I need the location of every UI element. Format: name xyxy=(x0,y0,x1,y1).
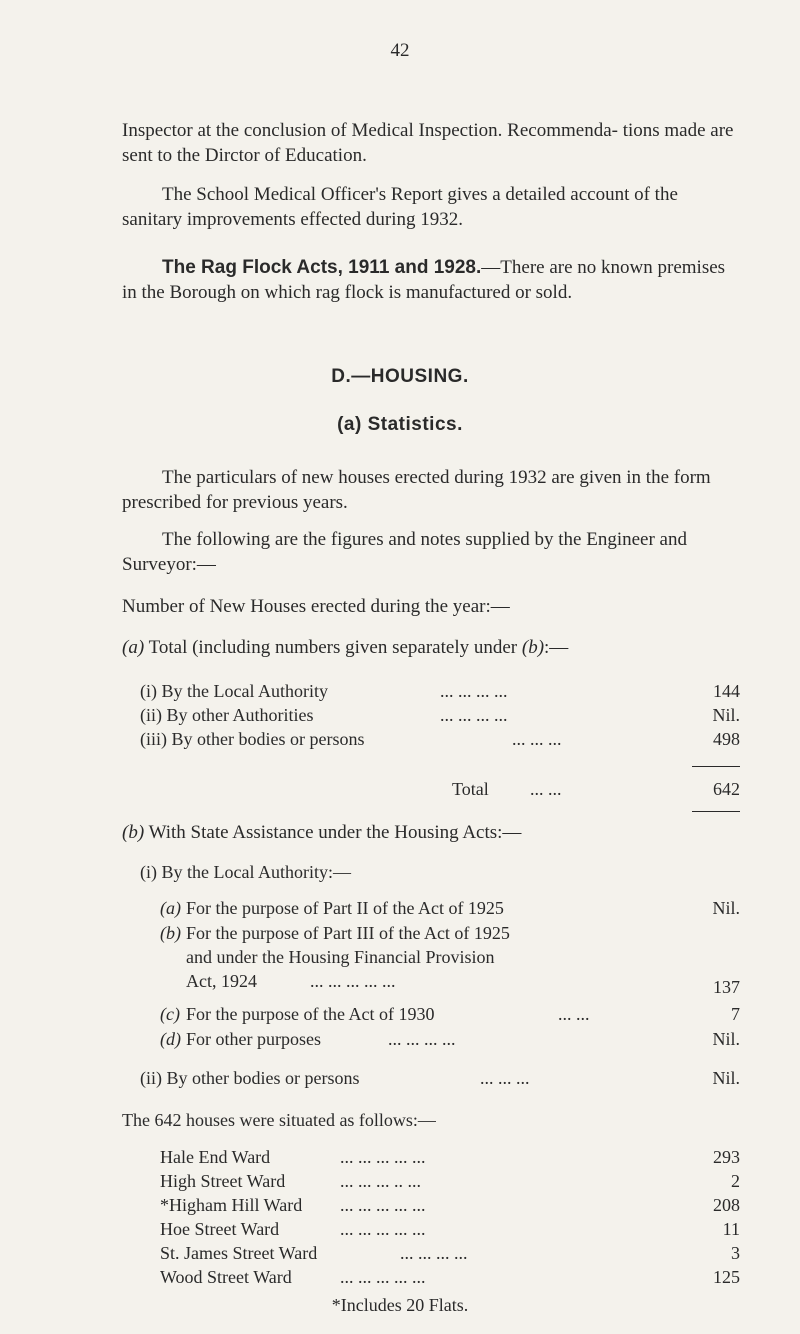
part-b-item-a xyxy=(160,896,740,920)
ward-row xyxy=(160,1193,740,1217)
row-label: (ii) By other Authorities xyxy=(140,705,314,725)
part-a-total-row xyxy=(140,777,740,801)
ward-value: 3 xyxy=(731,1243,740,1263)
row-label: (i) By the Local Authority xyxy=(140,681,328,701)
item-letter: (a) xyxy=(160,898,181,918)
leader-dots: ... ... ... ... ... xyxy=(310,971,396,991)
leader-dots: ... ... ... ... ... xyxy=(340,1195,426,1215)
ward-name: St. James Street Ward xyxy=(160,1243,318,1263)
section-heading-housing: D.—HOUSING. xyxy=(331,366,469,387)
ward-value: 125 xyxy=(713,1267,740,1287)
ward-value: 208 xyxy=(713,1195,740,1215)
part-a-ref: (b) xyxy=(521,637,545,658)
leader-dots: ... ... ... xyxy=(480,1068,530,1088)
item-line: Act, 1924 xyxy=(186,971,257,991)
total-value: 642 xyxy=(713,779,740,799)
item-value: 7 xyxy=(731,1004,740,1024)
item-value: Nil. xyxy=(712,1029,740,1049)
paragraph-sanitary: The School Medical Officer's Report gives a detailed account of the sanitary improvements effected during 1932. xyxy=(122,184,678,230)
ward-row xyxy=(160,1169,740,1193)
item-line: For other purposes xyxy=(186,1029,321,1049)
part-a-row-other-bodies xyxy=(140,727,740,751)
part-b-item-b xyxy=(160,921,740,945)
paragraph-inspection: Inspector at the conclusion of Medical Inspection. Recommenda- tions made are sent to the Dirctor of Education. xyxy=(122,120,734,166)
ward-row xyxy=(160,1241,740,1265)
row-value: 144 xyxy=(713,681,740,701)
part-a-heading xyxy=(122,637,568,659)
part-b-letter: (b) xyxy=(122,822,145,843)
total-rule-bottom xyxy=(692,811,740,812)
row-label: (ii) By other bodies or persons xyxy=(140,1068,360,1088)
leader-dots: ... ... ... ... xyxy=(388,1029,456,1049)
subheading-statistics: (a) Statistics. xyxy=(337,414,463,435)
paragraph-rag-flock xyxy=(122,255,742,305)
ward-row xyxy=(160,1217,740,1241)
row-value: 498 xyxy=(713,729,740,749)
paragraph-particulars: The particulars of new houses erected during 1932 are given in the form prescribed for previous years. xyxy=(122,467,711,513)
part-a-label: Total (including numbers given separately under xyxy=(148,637,518,658)
ward-value: 293 xyxy=(713,1147,740,1167)
ward-row xyxy=(160,1265,740,1289)
leader-dots: ... ... ... ... ... xyxy=(340,1147,426,1167)
part-b-label: With State Assistance under the Housing Acts:— xyxy=(148,822,522,843)
number-heading: Number of New Houses erected during the year:— xyxy=(122,596,510,617)
ward-name: Hoe Street Ward xyxy=(160,1219,280,1239)
rag-flock-heading: The Rag Flock Acts, 1911 and 1928. xyxy=(162,257,482,278)
part-b-heading xyxy=(122,822,521,844)
part-b-item-b-line2 xyxy=(160,945,740,969)
paragraph-engineer: The following are the figures and notes supplied by the Engineer and Surveyor:— xyxy=(122,529,687,575)
item-value: 137 xyxy=(713,977,740,997)
leader-dots: ... ... ... xyxy=(512,729,562,749)
item-letter: (b) xyxy=(160,923,181,943)
row-value: Nil. xyxy=(712,705,740,725)
part-b-item-b-line3 xyxy=(160,969,740,997)
wards-intro: The 642 houses were situated as follows:— xyxy=(122,1110,436,1130)
ward-name: Wood Street Ward xyxy=(160,1267,292,1287)
item-letter: (c) xyxy=(160,1004,180,1024)
ward-name: Hale End Ward xyxy=(160,1147,271,1167)
part-b-item-d xyxy=(160,1027,740,1051)
leader-dots: ... ... xyxy=(558,1004,590,1024)
ward-name: High Street Ward xyxy=(160,1171,286,1191)
item-value: Nil. xyxy=(712,898,740,918)
leader-dots: ... ... ... ... ... xyxy=(340,1219,426,1239)
leader-dots: ... ... ... .. ... xyxy=(340,1171,421,1191)
part-a-letter: (a) xyxy=(122,637,145,658)
leader-dots: ... ... ... ... xyxy=(440,705,508,725)
item-line: For the purpose of the Act of 1930 xyxy=(186,1004,435,1024)
item-line: For the purpose of Part III of the Act of 1925 xyxy=(186,923,510,943)
leader-dots: ... ... ... ... xyxy=(400,1243,468,1263)
row-value: Nil. xyxy=(712,1068,740,1088)
row-label: (iii) By other bodies or persons xyxy=(140,729,365,749)
leader-dots: ... ... ... ... ... xyxy=(340,1267,426,1287)
leader-dots: ... ... xyxy=(530,779,562,799)
wards-footnote: *Includes 20 Flats. xyxy=(331,1295,469,1315)
ward-value: 2 xyxy=(731,1171,740,1191)
part-b-item-c xyxy=(160,1002,740,1026)
page-number: 42 xyxy=(390,40,410,61)
part-a-row-local xyxy=(140,679,740,703)
ward-row xyxy=(160,1145,740,1169)
item-line: and under the Housing Financial Provision xyxy=(186,947,495,967)
part-a-tail: :— xyxy=(544,637,569,658)
part-a-row-other-authorities xyxy=(140,703,740,727)
item-letter: (d) xyxy=(160,1029,181,1049)
item-line: For the purpose of Part II of the Act of 1925 xyxy=(186,898,504,918)
part-b-sub-i: (i) By the Local Authority:— xyxy=(140,862,351,882)
total-rule-top xyxy=(692,766,740,767)
ward-name: *Higham Hill Ward xyxy=(160,1195,303,1215)
leader-dots: ... ... ... ... xyxy=(440,681,508,701)
rag-flock-text: —There are no known premises in the Borough on which rag flock is manufactured or sold. xyxy=(122,257,726,303)
ward-value: 11 xyxy=(722,1219,740,1239)
total-label: Total xyxy=(452,779,489,799)
part-b-sub-ii xyxy=(140,1066,740,1090)
